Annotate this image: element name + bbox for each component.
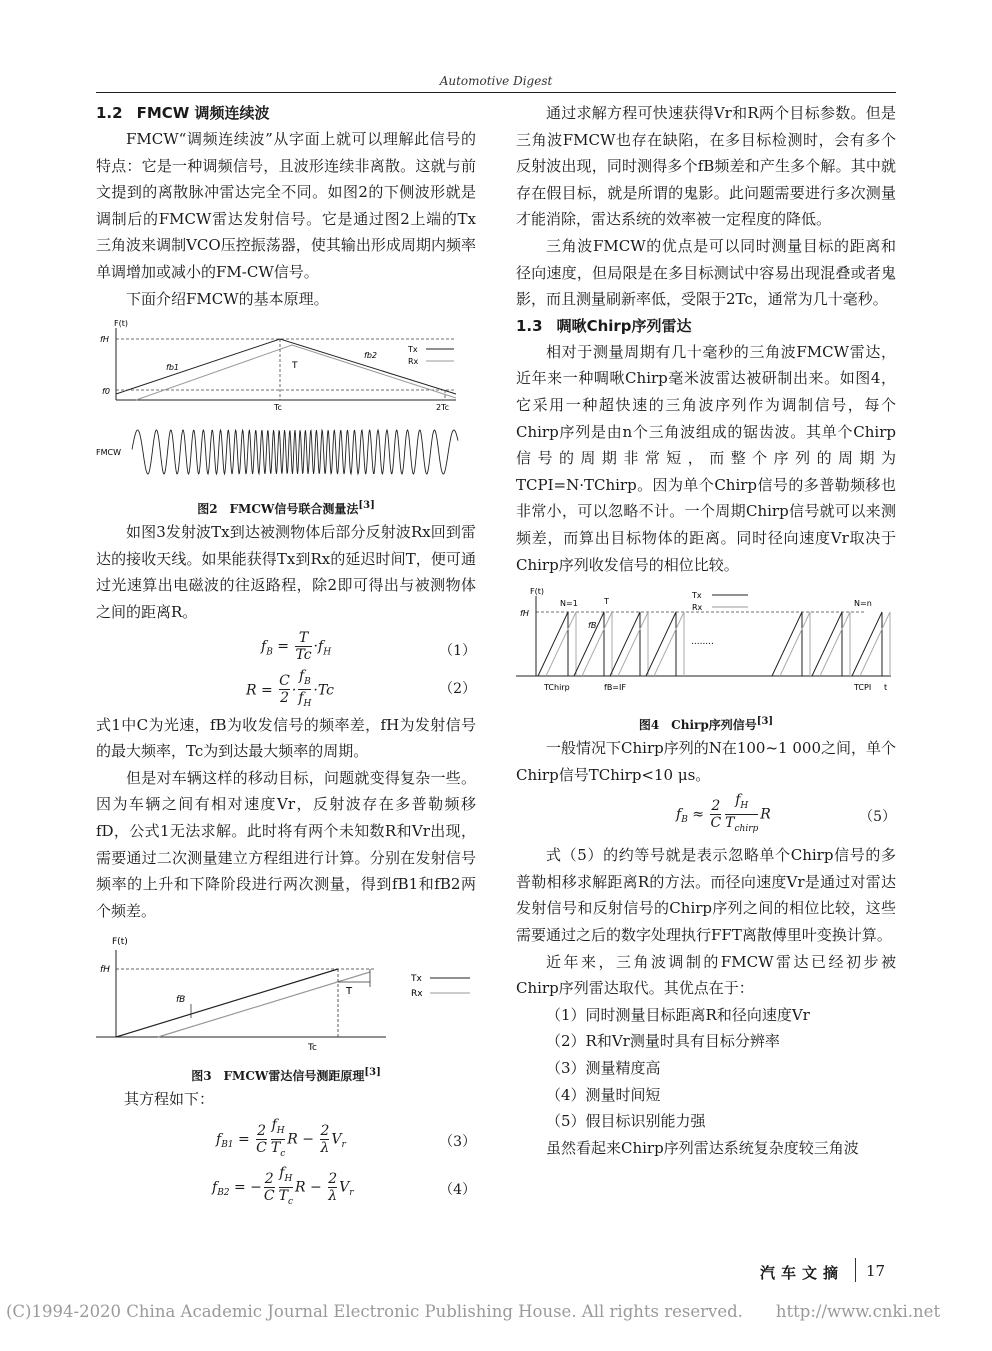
svg-text:TChirp: TChirp [544,683,570,693]
paragraph: 式1中C为光速，fB为收发信号的频率差，fH为发射信号的最大频率，Tc为到达最大频率的周期。 [96,715,476,761]
figure-2-caption: 图2 FMCW信号联合测量法[3] [197,500,375,517]
tx-chirp-tooth [646,612,676,676]
section-heading-1-3: 1.3 啁啾Chirp序列雷达 [516,316,692,335]
list-item: （1）同时测量目标距离R和径向速度Vr [546,1005,810,1024]
rx-chirp-tooth [860,612,890,676]
tx-chirp-tooth [772,612,802,676]
equation-1: $f_B$ = $\frac{T}{Tc}$ $\cdot f_H$ （1） [261,629,476,663]
paragraph: 式（5）的约等号就是表示忽略单个Chirp信号的多普勒相移求解距离R的方法。而径向速度Vr是通过对雷达发射信号和反射信号的Chirp序列之间的相位比较，这些需要通过之后的数字处理执行FFT离散傅里叶变换计算。 [516,846,896,945]
svg-text:Tx: Tx [692,591,702,601]
figure-4-caption: 图4 Chirp序列信号[3] [638,716,774,733]
figure-3-caption: 图3 FMCW雷达信号测距原理[3] [191,1067,381,1084]
svg-text:Rx: Rx [408,357,419,367]
paragraph: 下面介绍FMCW的基本原理。 [126,289,329,308]
list-item: （2）R和Vr测量时具有目标分辨率 [546,1032,780,1051]
fmcw-joint-measurement-diagram [96,320,476,490]
svg-text:fB: fB [588,621,597,631]
footer-separator [855,1258,856,1282]
paragraph: 其方程如下： [124,1090,215,1109]
figure-4 [516,586,896,735]
paragraph: 如图3发射波Tx到达被测物体后部分反射波Rx回到雷达的接收天线。如果能获得Tx到Rx的延迟时间T，便可通过光速算出电磁波的往返路程，除2即可得出与被测物体之间的距离R。 [96,523,476,621]
paragraph: 通过求解方程可快速获得Vr和R两个目标参数。但是三角波FMCW也存在缺陷，在多目标检测时，会有多个反射波出现，同时测得多个fB频差和产生多个解。其中就存在假目标，就是所谓的鬼影。此问题需要进行多次测量才能消除，雷达系统的效率被一定程度的降低。 [516,104,896,229]
svg-text:fH: fH [520,609,529,619]
rx-chirp-tooth [820,612,850,676]
rx-chirp-tooth [780,612,810,676]
list-item: （3）测量精度高 [546,1059,661,1078]
svg-text:t: t [884,683,888,693]
rx-chirp-tooth [582,612,612,676]
equation-4: $f_{B2}$ = − $\frac{2}{C}$ $\frac{f_H}{T_c}$ R − $\frac{2}{\lambda}$ $V_r$ （4） [96,1165,476,1213]
tx-chirp-tooth [812,612,842,676]
svg-text:fH: fH [100,965,110,976]
right-column [516,100,896,1161]
rx-chirp-tooth [618,612,648,676]
svg-text:Tx: Tx [411,974,422,985]
figure-3 [96,932,476,1086]
fig2-y-label: F(t) [114,320,128,329]
fmcw-label: FMCW [96,448,121,458]
rx-chirp-tooth [654,612,684,676]
svg-text:fB: fB [176,995,186,1006]
running-header: Automotive Digest [439,74,553,88]
svg-text:........: ........ [691,637,714,648]
tx-chirp-tooth [610,612,640,676]
rx-chirp-tooth [546,612,576,676]
svg-text:N=1: N=1 [560,599,578,609]
fig3-y-label: F(t) [112,937,128,948]
tx-chirp-tooth [538,612,568,676]
svg-text:Tc: Tc [308,1043,317,1054]
svg-text:Tx: Tx [408,345,418,355]
section-heading-1-2: 1.2 FMCW 调频连续波 [96,104,270,122]
figure-2 [96,320,476,519]
svg-text:T: T [604,597,609,607]
svg-text:2Tc: 2Tc [436,403,450,413]
list-item: （5）假目标识别能力强 [546,1112,706,1131]
paragraph: 虽然看起来Chirp序列雷达系统复杂度较三角波 [546,1138,859,1157]
paragraph: 但是对车辆这样的移动目标，问题就变得复杂一些。因为车辆之间有相对速度Vr，反射波存在多普勒频移fD，公式1无法求解。此时将有两个未知数R和Vr出现，需要通过二次测量建立方程组进行计算。分别在发射信号频率的上升和下降阶段进行两次测量，得到fB1和fB2两个频差。 [96,768,476,920]
svg-text:Rx: Rx [692,603,703,613]
paragraph: FMCW“调频连续波”从字面上就可以理解此信号的特点：它是一种调频信号，且波形连续非离散。这就与前文提到的离散脉冲雷达完全不同。如图2的下侧波形就是调制后的FMCW雷达发射信号。它是通过图2上端的Tx三角波来调制VCO压控振荡器，使其输出形成周期内频率单调增加或减小的FM-CW信号。 [96,130,476,281]
equation-3: $f_{B1}$ = $\frac{2}{C}$ $\frac{f_H}{T_c}$ R − $\frac{2}{\lambda}$ $V_r$ （3） [96,1117,476,1165]
paragraph: 一般情况下Chirp序列的N在100~1 000之间，单个Chirp信号TChirp<10 μs。 [516,739,896,784]
left-column [96,100,476,1213]
fig4-y-label: F(t) [530,587,544,597]
svg-text:Rx: Rx [411,989,423,1000]
svg-text:fB=IF: fB=IF [604,683,626,693]
svg-text:Tc: Tc [274,403,282,413]
list-item: （4）测量时间短 [546,1085,661,1104]
copyright-watermark: (C)1994-2020 China Academic Journal Electronic Publishing House. All rights reserved. http://www.cnki.net [6,1302,941,1321]
paragraph: 三角波FMCW的优点是可以同时测量目标的距离和径向速度，但局限是在多目标测试中容易出现混叠或者鬼影，而且测量刷新率低，受限于2Tc，通常为几十毫秒。 [516,236,896,309]
equation-5: $f_B$ ≈ $\frac{2}{C}$ $\frac{f_H}{T_{chirp}}$ R （5） [516,792,896,842]
svg-text:T: T [292,361,298,372]
tx-chirp-tooth [852,612,882,676]
svg-text:T: T [346,986,353,998]
footer-journal-title: 汽车文摘 [760,1264,845,1282]
svg-text:f0: f0 [102,387,110,397]
svg-text:fb2: fb2 [364,351,377,361]
paragraph: 近年来，三角波调制的FMCW雷达已经初步被Chirp序列雷达取代。其优点在于： [516,952,896,998]
page-number: 17 [866,1262,886,1280]
fmcw-ranging-diagram [96,932,476,1057]
svg-text:fH: fH [100,335,109,345]
svg-text:N=n: N=n [854,599,872,609]
svg-text:fb1: fb1 [166,363,179,373]
paragraph: 相对于测量周期有几十毫秒的三角波FMCW雷达，近年来一种啁啾Chirp毫米波雷达被研制出来。如图4，它采用一种超快速的三角波序列作为调制信号，每个Chirp序列是由n个三角波组成的锯齿波。其单个Chirp信号的周期非常短，而整个序列的周期为TCPI=N·TChirp。因为单个Chirp信号的多普勒频移也非常小，可以忽略不计。一个周期Chirp信号就可以来测频差，而算出目标物体的距离。同时径向速度Vr取决于Chirp序列收发信号的相位比较。 [516,342,896,574]
equation-2: R = $\frac{C}{2}$ · $\frac{f_B}{f_H}$ ·Tc （2） [96,668,476,712]
header-rule [96,92,896,93]
svg-text:TCPI: TCPI [854,683,872,693]
chirp-sequence-diagram [516,586,896,706]
